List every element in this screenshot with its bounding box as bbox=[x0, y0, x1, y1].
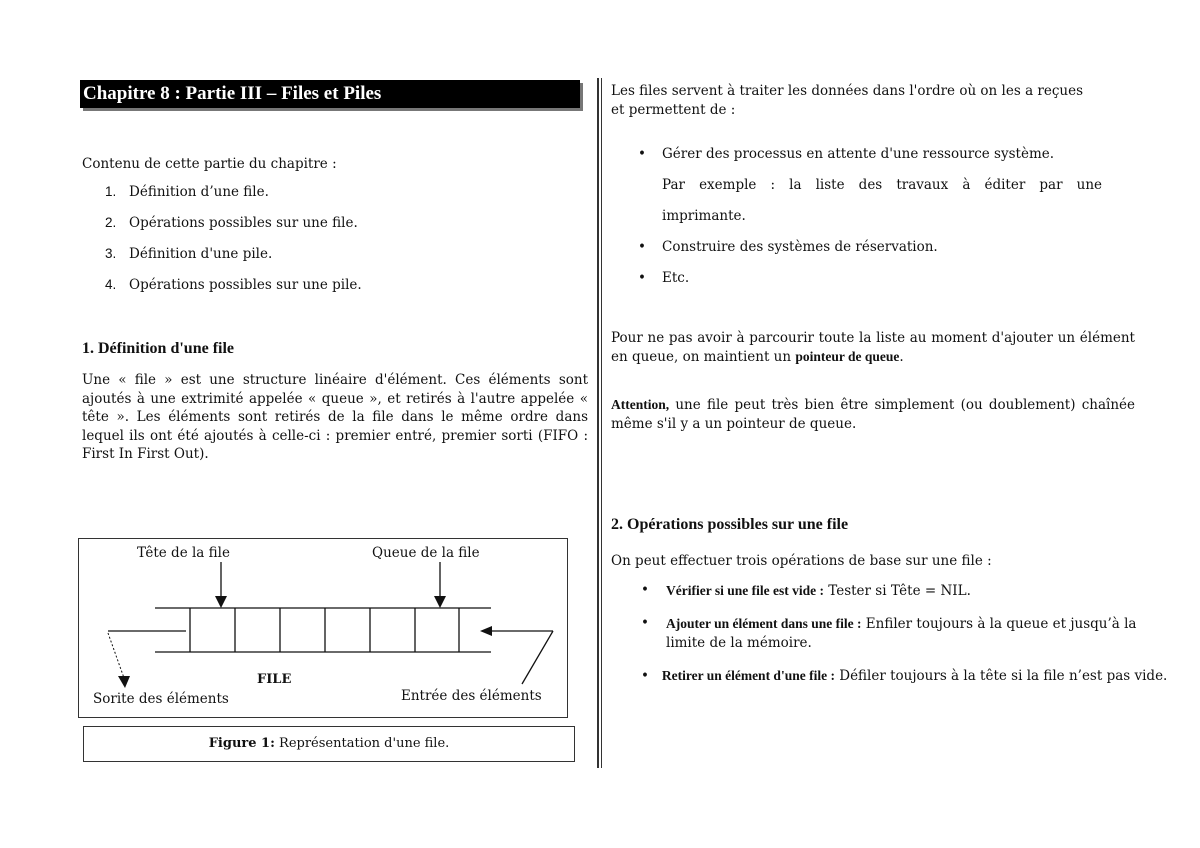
section1-paragraph: Une « file » est une structure linéaire d'élément. Ces éléments sont ajoutés à une extrimité appelée « queue », et retirés à l'autre appelée « tête ». Les éléments sont retirés de la file dans le même ordre dans lequel ils ont été ajoutés à celle-ci : premier entré, premier sorti (FIFO : First In First Out). bbox=[82, 372, 588, 462]
list-item: • Ajouter un élément dans une file : Enfiler toujours à la queue et jusqu’à la limite de la mémoire. bbox=[641, 615, 1137, 651]
list-item: • Etc. bbox=[638, 270, 690, 286]
intro-text: Contenu de cette partie du chapitre : bbox=[82, 156, 337, 172]
section2-intro: On peut effectuer trois opérations de base sur une file : bbox=[611, 553, 992, 569]
column-divider-inner bbox=[601, 78, 602, 768]
toc-item: 2. Opérations possibles sur une file. bbox=[105, 215, 358, 231]
right-intro: Les files servent à traiter les données dans l'ordre où on les a reçues et permettent de : bbox=[611, 83, 1084, 118]
tail-pointer-paragraph: Pour ne pas avoir à parcourir toute la liste au moment d'ajouter un élément en queue, on maintient un pointeur de queue. bbox=[611, 330, 1135, 365]
caption-text: Représentation d'une file. bbox=[274, 736, 450, 751]
head-label: Tête de la file bbox=[137, 545, 230, 561]
entry-label: Entrée des éléments bbox=[401, 688, 542, 704]
list-item-sub: imprimante. bbox=[662, 208, 746, 224]
toc-item: 4. Opérations possibles sur une pile. bbox=[105, 277, 362, 293]
toc-item: 1. Définition d’une file. bbox=[105, 184, 269, 200]
section1-heading: 1. Définition d'une file bbox=[82, 340, 235, 357]
list-item: • Gérer des processus en attente d'une ressource système. bbox=[638, 146, 1055, 162]
attention-paragraph: Attention, une file peut très bien être simplement (ou doublement) chaînée même s'il y a un pointeur de queue. bbox=[611, 397, 1135, 432]
toc-list bbox=[105, 184, 362, 308]
tail-label: Queue de la file bbox=[372, 545, 480, 561]
page-title: Chapitre 8 : Partie III – Files et Piles bbox=[80, 80, 580, 108]
list-item: • Vérifier si une file est vide : Tester si Tête = NIL. bbox=[641, 582, 971, 599]
list-item: • Retirer un élément d'une file : Défiler toujours à la tête si la file n’est pas vide. bbox=[641, 668, 1168, 684]
operations-list bbox=[641, 581, 1173, 686]
list-item: • Construire des systèmes de réservation. bbox=[638, 239, 938, 255]
section2-heading: 2. Opérations possibles sur une file bbox=[611, 516, 849, 533]
toc-item: 3. Définition d'une pile. bbox=[105, 246, 273, 262]
uses-list bbox=[638, 145, 1102, 300]
file-label: FILE bbox=[257, 672, 292, 687]
column-divider bbox=[597, 78, 599, 768]
list-item-sub: Par exemple : la liste des travaux à éditer par une bbox=[662, 177, 1102, 193]
figure-caption bbox=[83, 726, 575, 762]
exit-label: Sorite des éléments bbox=[93, 691, 229, 707]
caption-label: Figure 1: bbox=[208, 736, 275, 751]
